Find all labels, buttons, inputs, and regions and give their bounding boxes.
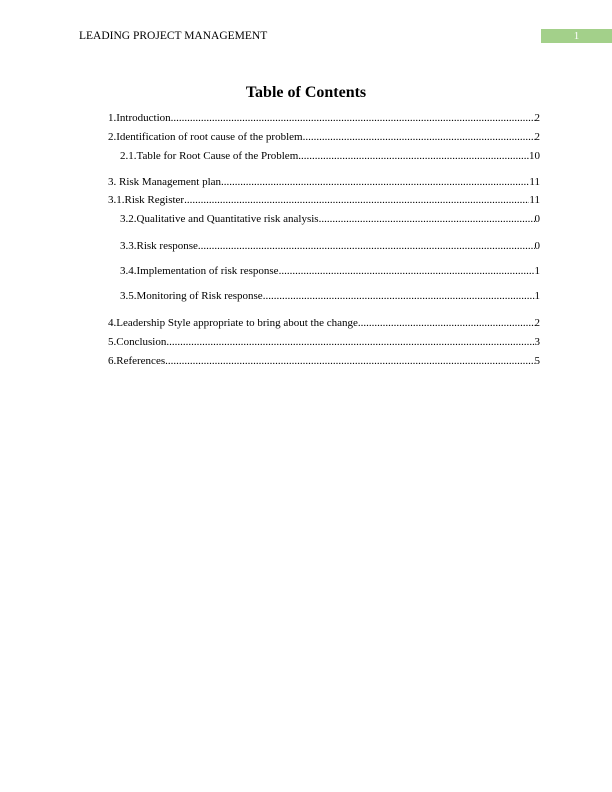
toc-entry-page: 10 [529, 150, 540, 162]
toc-entry-label: 3. Risk Management plan [108, 176, 222, 188]
toc-entry-label: 2.Identification of root cause of the problem [108, 131, 303, 143]
toc-entry-label: 2.1.Table for Root Cause of the Problem [120, 150, 299, 162]
dot-leader [198, 239, 535, 253]
dot-leader [165, 354, 534, 368]
toc-entry-page: 3 [534, 336, 540, 348]
dot-leader [221, 175, 529, 189]
toc-entry-label: 3.1.Risk Register [108, 194, 185, 206]
toc-entry[interactable] [108, 175, 540, 189]
dot-leader [166, 335, 534, 349]
toc-entry-page: 11 [529, 176, 540, 188]
toc-entry-page: 2 [534, 131, 540, 143]
toc-entry[interactable] [120, 149, 540, 163]
toc-entry-label: 3.3.Risk response [120, 240, 198, 252]
toc-title: Table of Contents [245, 84, 367, 101]
toc-entry-page: 2 [534, 317, 540, 329]
toc-entry-page: 0 [534, 213, 540, 225]
toc-entry-page: 5 [534, 355, 540, 367]
toc-entry[interactable] [108, 316, 540, 330]
toc-entry-page: 1 [534, 265, 540, 277]
toc-entry-label: 3.5.Monitoring of Risk response [120, 290, 263, 302]
toc-entry-page: 11 [529, 194, 540, 206]
toc-entry[interactable] [120, 212, 540, 226]
toc-entry[interactable] [108, 335, 540, 349]
toc-entry[interactable] [108, 130, 540, 144]
toc-entry-label: 4.Leadership Style appropriate to bring about the change [108, 317, 358, 329]
dot-leader [298, 149, 529, 163]
toc-entry[interactable] [108, 354, 540, 368]
dot-leader [263, 289, 535, 303]
dot-leader [358, 316, 535, 330]
toc-entry-label: 6.References [108, 355, 166, 367]
dot-leader [319, 212, 535, 226]
toc-entry[interactable] [108, 193, 540, 207]
toc-entry-page: 0 [534, 240, 540, 252]
toc-entry[interactable] [108, 111, 540, 125]
toc-entry[interactable] [120, 264, 540, 278]
toc-entry-page: 1 [534, 290, 540, 302]
running-header: LEADING PROJECT MANAGEMENT [79, 30, 268, 42]
toc-entry[interactable] [120, 239, 540, 253]
toc-entry-label: 5.Conclusion [108, 336, 167, 348]
dot-leader [184, 193, 529, 207]
toc-entry-label: 1.Introduction [108, 112, 171, 124]
toc-entry-label: 3.2.Qualitative and Quantitative risk analysis [120, 213, 319, 225]
toc-entry-page: 2 [534, 112, 540, 124]
dot-leader [171, 111, 535, 125]
toc-entry[interactable] [120, 289, 540, 303]
page-number-badge: 1 [541, 29, 612, 43]
dot-leader [279, 264, 535, 278]
dot-leader [303, 130, 535, 144]
toc-entry-label: 3.4.Implementation of risk response [120, 265, 279, 277]
